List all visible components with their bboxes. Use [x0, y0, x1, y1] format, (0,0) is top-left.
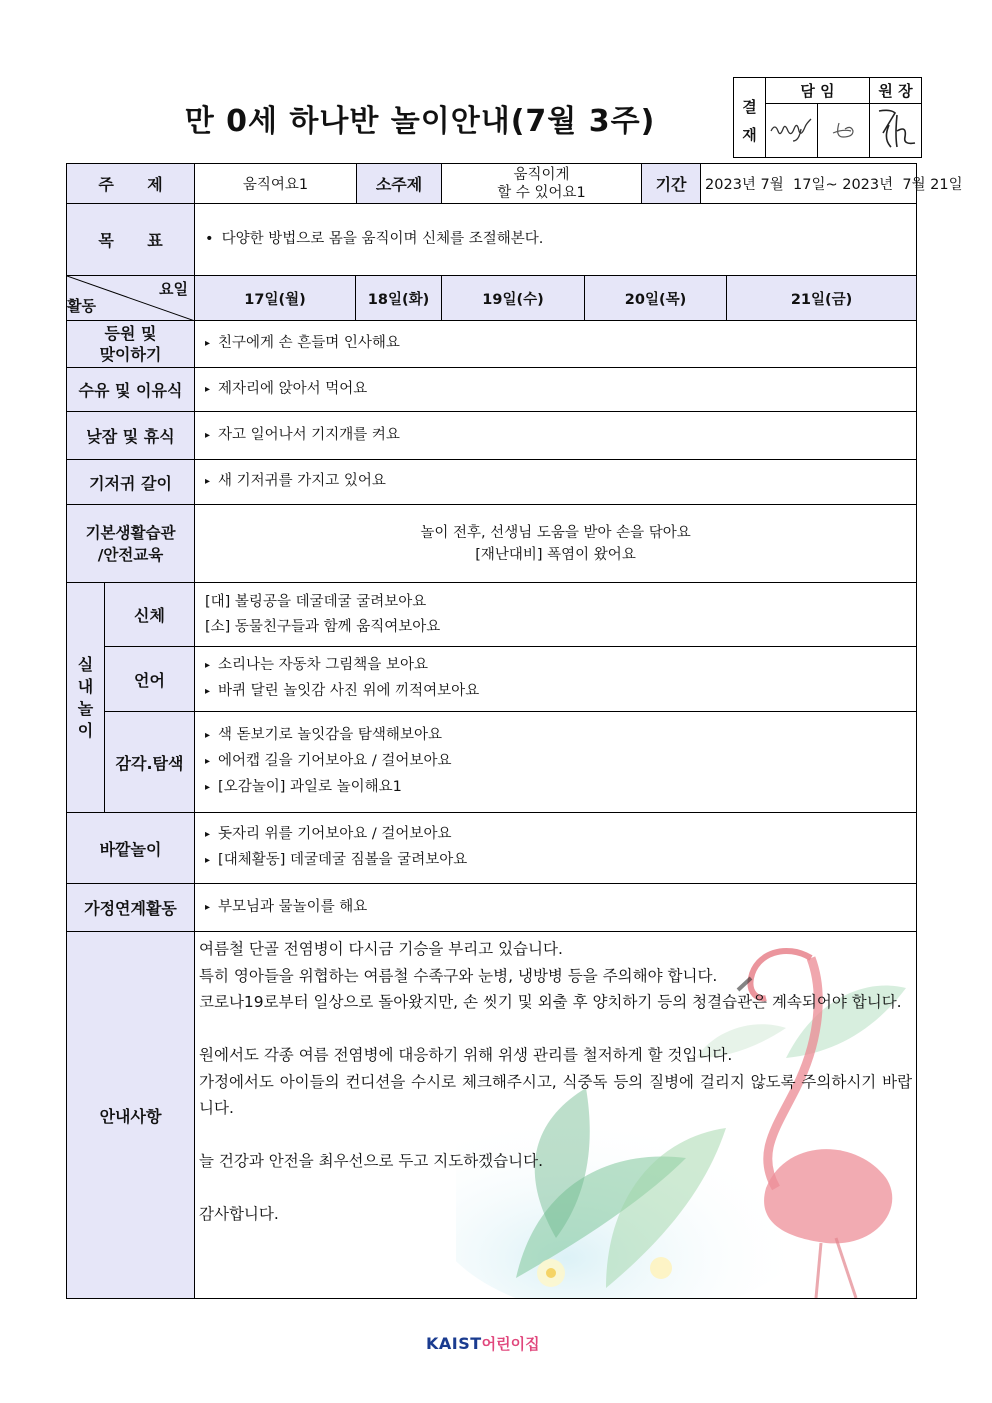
kaist-logo [426, 1333, 540, 1354]
indoor-sensory-row [67, 712, 917, 813]
home-item: ▸ 부모님과 물놀이를 해요 [205, 899, 367, 915]
notice-line: 여름철 단골 전염병이 다시금 기승을 부리고 있습니다. [199, 940, 563, 958]
physical-label: 신체 [105, 583, 195, 647]
notice-line: 늘 건강과 안전을 최우선으로 두고 지도하겠습니다. [199, 1152, 543, 1170]
logo-suffix: 어린이집 [481, 1335, 540, 1353]
page-title: 만 0세 하나반 놀이안내(7월 3주) [184, 104, 656, 139]
indoor-play-label [67, 583, 105, 813]
habit-line-2: [재난대비] 폭염이 왔어요 [475, 546, 636, 563]
habit-label-2: /안전교육 [97, 545, 164, 564]
habit-label [67, 505, 195, 583]
notice-line [199, 1016, 912, 1043]
outdoor-item-1: ▸ 돗자리 위를 기어보아요 / 걸어보아요 [205, 826, 451, 842]
logo-brand: KAIST [426, 1334, 482, 1353]
arrival-item: ▸ 친구에게 손 흔들며 인사해요 [205, 335, 400, 351]
indoor-char-1: 실 [77, 654, 94, 674]
home-label: 가정연계활동 [67, 884, 195, 932]
director-signature [870, 104, 922, 158]
approval-label-2: 재 [742, 125, 757, 144]
yoil-label: 요일 [159, 280, 188, 298]
approval-label-1: 결 [742, 97, 757, 116]
physical-item-1: [대] 볼링공을 데굴데굴 굴려보아요 [205, 593, 427, 610]
indoor-char-4: 이 [77, 720, 94, 740]
outdoor-item-2: ▸ [대체활동] 데굴데굴 짐볼을 굴려보아요 [205, 852, 467, 868]
subtheme-line-1: 움직이게 [513, 166, 570, 183]
arrival-label [67, 321, 195, 368]
notice-line: 가정에서도 아이들의 컨디션을 수시로 체크해주시고, 식중독 등의 질병에 걸리지 않도록 주의하시기 바랍니다. [199, 1072, 913, 1117]
physical-item-2: [소] 동물친구들과 함께 움직여보아요 [205, 618, 441, 635]
director-header: 원 장 [870, 78, 922, 104]
indoor-char-2: 내 [77, 676, 94, 696]
indoor-physical-row [67, 583, 917, 647]
nap-row [67, 412, 917, 460]
header-row [67, 164, 917, 204]
goal-row [67, 204, 917, 276]
day-activity-corner [67, 276, 195, 321]
diaper-label: 기저귀 갈이 [67, 460, 195, 505]
indoor-char-3: 놀 [77, 698, 94, 718]
period-label: 기간 [642, 164, 701, 204]
goal-text [195, 204, 917, 276]
theme-value: 움직여요1 [195, 164, 357, 204]
language-label: 언어 [105, 647, 195, 712]
home-row [67, 884, 917, 932]
approval-label [734, 78, 766, 158]
diaper-item: ▸ 새 기저귀를 가지고 있어요 [205, 473, 386, 489]
nap-text [195, 412, 917, 460]
notice-line [199, 1175, 912, 1202]
notice-line: 원에서도 각종 여름 전염병에 대응하기 위해 위생 관리를 철저하게 할 것입니다. [199, 1046, 733, 1064]
habit-label-1: 기본생활습관 [85, 523, 176, 542]
home-text [195, 884, 917, 932]
day-5: 21일(금) [727, 276, 917, 321]
indoor-language-row [67, 647, 917, 712]
diaper-row [67, 460, 917, 505]
notice-content [195, 932, 917, 1299]
day-3: 19일(수) [442, 276, 585, 321]
signature-image [871, 105, 921, 153]
outdoor-label: 바깥놀이 [67, 813, 195, 884]
arrival-row [67, 321, 917, 368]
sensory-text [195, 712, 917, 813]
feeding-label: 수유 및 이유식 [67, 368, 195, 412]
notice-label: 안내사항 [67, 932, 195, 1299]
notice-paragraphs [195, 932, 916, 1228]
habit-row [67, 505, 917, 583]
arrival-text [195, 321, 917, 368]
feeding-item: ▸ 제자리에 앉아서 먹어요 [205, 381, 367, 397]
feeding-text [195, 368, 917, 412]
subtheme-label: 소주제 [357, 164, 442, 204]
period-value: 2023년 7월 17일~ 2023년 7월 21일 [701, 164, 917, 204]
teacher-header: 담 임 [766, 78, 870, 104]
nap-label: 낮잠 및 휴식 [67, 412, 195, 460]
sensory-item-1: ▸ 색 돋보기로 놀잇감을 탐색해보아요 [205, 727, 442, 743]
days-row [67, 276, 917, 321]
plan-table [66, 163, 963, 1299]
day-4: 20일(목) [585, 276, 727, 321]
activity-label: 활동 [67, 297, 96, 315]
teacher-signature-1 [766, 104, 818, 158]
approval-box [733, 77, 922, 158]
goal-label: 목 표 [67, 204, 195, 276]
theme-label: 주 제 [67, 164, 195, 204]
notice-line: 감사합니다. [199, 1205, 279, 1223]
notice-line: 코로나19로부터 일상으로 돌아왔지만, 손 씻기 및 외출 후 양치하기 등의 청결습관은 계속되어야 합니다. [199, 993, 902, 1011]
feeding-row [67, 368, 917, 412]
habit-line-1: 놀이 전후, 선생님 도움을 받아 손을 닦아요 [420, 524, 691, 541]
teacher-signature-2 [818, 104, 870, 158]
arrival-label-1: 등원 및 [104, 324, 157, 343]
sensory-item-3: ▸ [오감놀이] 과일로 놀이해요1 [205, 779, 402, 795]
habit-text [195, 505, 917, 583]
nap-item: ▸ 자고 일어나서 기지개를 켜요 [205, 427, 400, 443]
language-item-1: ▸ 소리나는 자동차 그림책을 보아요 [205, 657, 428, 673]
subtheme-line-2: 할 수 있어요1 [497, 184, 586, 201]
notice-line: 특히 영아들을 위협하는 여름철 수족구와 눈병, 냉방병 등을 주의해야 합니다. [199, 966, 718, 985]
subtheme-value [442, 164, 642, 204]
outdoor-text [195, 813, 917, 884]
sensory-label: 감각.탐색 [105, 712, 195, 813]
signature-image [767, 109, 817, 149]
signature-image [819, 109, 869, 149]
sensory-item-2: ▸ 에어캡 길을 기어보아요 / 걸어보아요 [205, 753, 451, 769]
outdoor-row [67, 813, 917, 884]
notice-line [199, 1122, 912, 1149]
language-text [195, 647, 917, 712]
day-2: 18일(화) [356, 276, 442, 321]
language-item-2: ▸ 바퀴 달린 놀잇감 사진 위에 끼적여보아요 [205, 683, 479, 699]
day-1: 17일(월) [195, 276, 356, 321]
arrival-label-2: 맞이하기 [99, 345, 162, 364]
diaper-text [195, 460, 917, 505]
goal-item: • 다양한 방법으로 몸을 움직이며 신체를 조절해본다. [205, 231, 543, 247]
notice-row [67, 932, 917, 1299]
physical-text [195, 583, 917, 647]
